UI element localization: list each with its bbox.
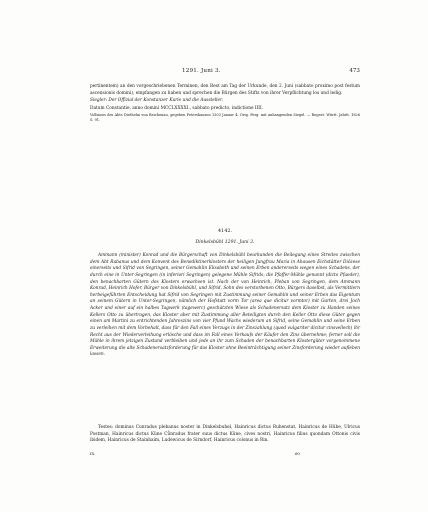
witness-text: Testes: dominus Cunradus plebanus noster in Dinkelsbuhel, Hainricus dictus Ruhenstat, Hainricus de Hübe, Ulricus Postman, Hainricus dictus Küne Cůnradus frater suus dictus Küne, cives nostri, Hainricus filius quondam Ottonis civis ibidem, Hainricus de Stainhaim, Ludewicus de Sirndorf, Hainricus colonus in Rin. [90, 425, 360, 444]
previous-document-text: pertinentem) an den vorgeschriebenen Terminen, den Rest am Tag der Urkunde, den 2. Juni (sabbato proximo post festum ascensionis domini), empfangen zu haben und sprechen die Bürgen des Stifts von ihrer Verpflichtung los und ledig. [90, 84, 360, 96]
source-note: Vollmoos des Abts Diethelm von Reichenau, gegeben Petershausen 1303 Januar 4. Orig. Perg. mit anhangenden Siegel. — Regest: Württ. Jahrb. 1826 S. 91. [90, 113, 360, 123]
entry-number: 4142. [217, 228, 233, 234]
previous-document-continuation [90, 84, 360, 123]
page-number: 473 [349, 68, 360, 74]
dating-line: Datum Constantie, anno domini MCCLXXXXI., sabbato predicto, indictione IIII. [90, 105, 264, 111]
sheet-mark: 60 [295, 451, 300, 456]
volume-signature: IX. [90, 451, 96, 456]
sealer-line: Siegler: Der Offizial der Konstanzer Kurie und die Aussteller. [90, 98, 224, 104]
regest-summary [90, 253, 360, 359]
regest-text: Ammann (minister) Konrad und die Bürgerschaft von Dinkelsbühl beurkunden die Beilegung eines Streites zwischen dem Abt Rabanus und dem Konvent des Benediktinerklosters der heiligen Jungfrau Maria in Ahausen Eichstätter Diözese einerseits und Sifrid von Segringen, seiner Gemahlin Elisabeth und seinen Erben andererseits wegen eines Schadens, der durch eine in Unter-Segringen (in inferiori Segringen) gelegene Mühle Sifrids, die Pfaffer-Mühle genannt (dicto Pfaeder), den benachbarten Gütern des Klosters erwachsen ist. Nach der von Heinrich, Pleban von Segringen, dem Ammann Konrad, Heinrich Hofer, Bürger von Dinkelsbühl, und Sifrid, Sohn des verstorbenen Otto, Bürgers daselbst, als Vermittlern herbeigeführten Entscheidung hat Sifrid von Segringen mit Zustimmung seiner Gemahlin und seiner Erben das Eigentum an seinem Gütern in Unter-Segringen, nämlich der Hofstatt vorm Tor (area que dicitur vormtor) mit Garten, drei Joch Acker und einer auf ein halbes Tagwerk (tagewerc) geschätzten Wiese als Schadenersatz dem Kloster zu Handen seines Kellers Otto zu übertragen, das Kloster aber mit Zustimmung aller Beteiligten durch den Keller Otto diese Güter gegen einen am Martini zu entrichtenden Jahreszins von vier Pfund Wachs wiederum an Sifrid, seine Gemahlin und seine Erben zu verleihen mit dem Vorbehalt, dass für den Fall eines Verzugs in der Zinszahlung (quod vulgariter dicitur cinsvellech) ihr Recht aus der Wiederverleihung erlösche und dass im Fall eines Verkaufs der Käufer den Zins übernehme; ferner soll die Mühle in ihrem jetzigen Zustand verbleiben und jede an ihr zum Schaden der benachbarten Klostergüter vorgenommene Erweiterung die alte Schadenersatzforderung für das Kloster ohne Beeinträchtigung seiner Zinsforderung wieder aufleben lassen. [90, 253, 360, 358]
witness-list [90, 425, 360, 445]
entry-place-date: Dinkelsbühl 1291. Juni 3. [195, 240, 255, 245]
running-head-date: 1291. Juni 3. [182, 68, 221, 74]
